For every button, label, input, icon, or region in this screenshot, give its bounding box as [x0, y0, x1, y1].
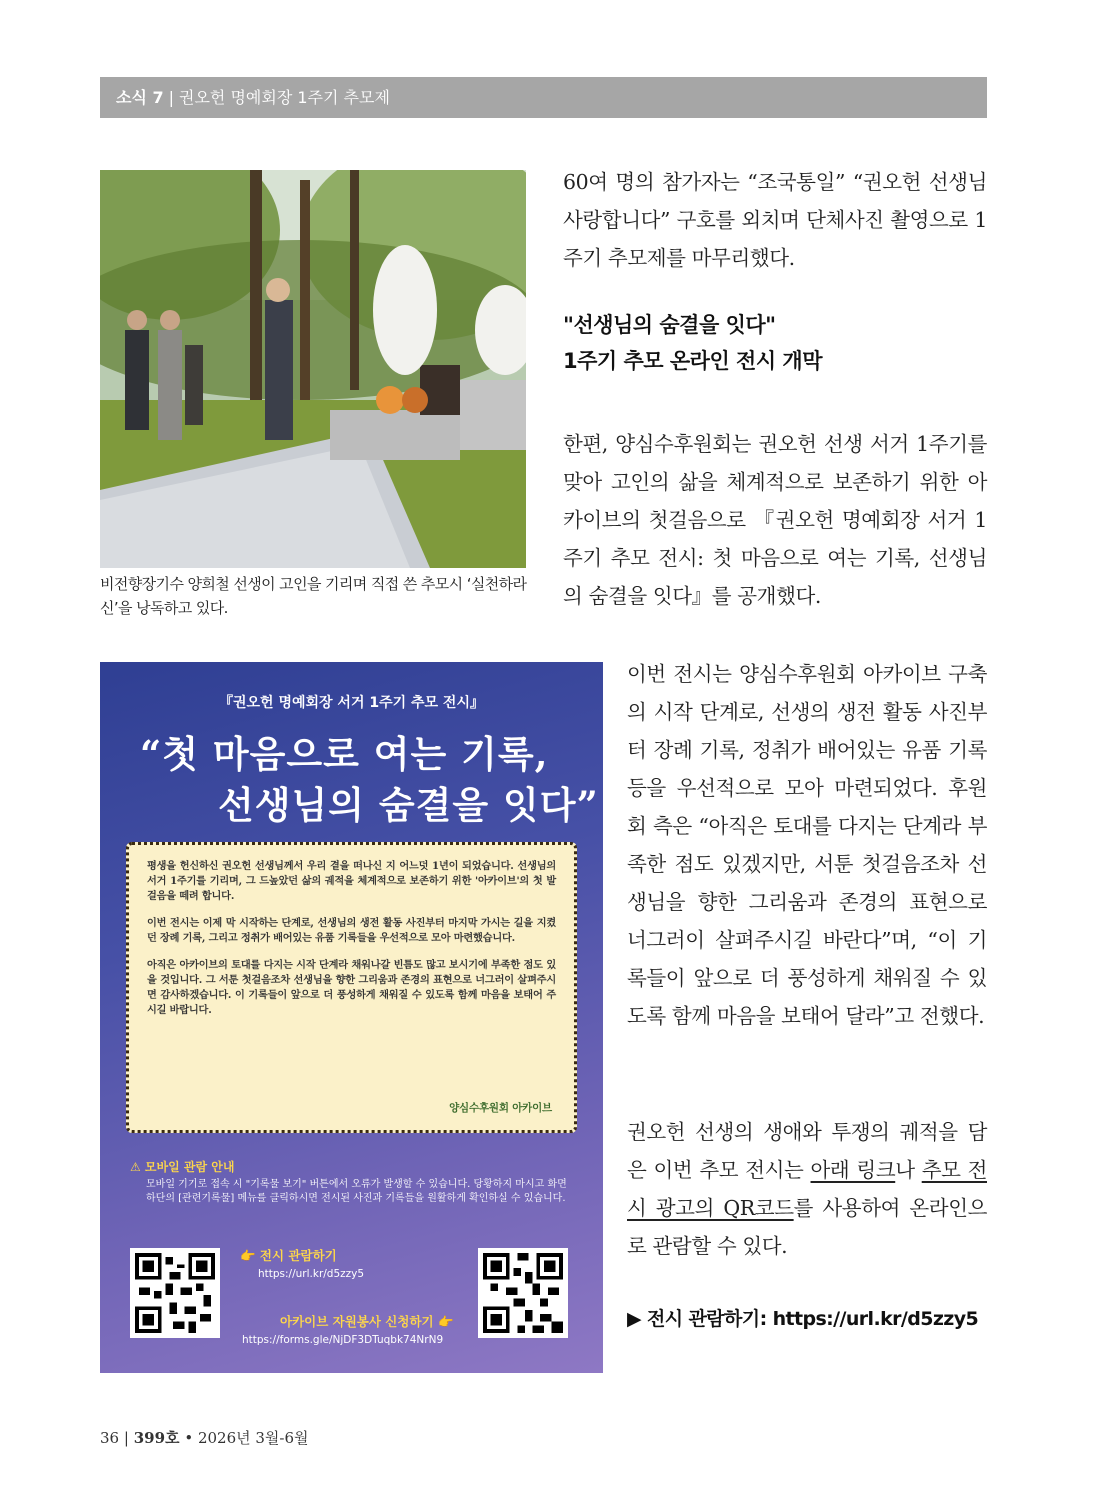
article-paragraph-3: 이번 전시는 양심수후원회 아카이브 구축의 시작 단계로, 선생의 생전 활동 사진부터 장례 기록, 정취가 배어있는 유품 기록 등을 우선적으로 모아 마련되었다. 후원회 측은 “아직은 토대를 다지는 단계라 부족한 점도 있겠지만, 서툰 첫걸음조차 선생님을 향한 그리움과 존경의 표현으로 너그러이 살펴주시길 바란다”며, “이 기록들이 앞으로 더 풍성하게 채워질 수 있도록 함께 마음을 보태어 달라”고 전했다. — [627, 662, 987, 1028]
exhibition-poster — [100, 662, 603, 1373]
footer-separator: | — [123, 1429, 129, 1447]
memorial-photo-illustration — [100, 170, 526, 568]
exhibition-link[interactable]: ▶ 전시 관람하기: https://url.kr/d5zzy5 — [627, 1308, 979, 1330]
poster-top-title: 『권오헌 명예회장 서거 1주기 추모 전시』 — [219, 695, 484, 711]
para4-text-3: 를 사용하여 온라인으로 관람할 수 있다. — [627, 1196, 988, 1258]
section-title: 권오헌 명예회장 1주기 추모제 — [179, 88, 390, 107]
mobile-guide-text: 모바일 기기로 접속 시 "기록물 보기" 버튼에서 오류가 발생할 수 있습니다. 당황하지 마시고 화면 하단의 [관련기록물] 메뉴를 클릭하시면 전시된 사진과 기록들을 원활하게 확인하실 수 있습니다. — [146, 1179, 567, 1204]
poster-message-p3: 아직은 아카이브의 토대를 다지는 시작 단계라 채워나갈 빈틈도 많고 보시기에 부족한 점도 있을 것입니다. 그 서툰 첫걸음조차 선생님을 향한 그리움과 존경의 표현으로 너그러이 살펴주시면 감사하겠습니다. 이 기록들이 앞으로 더 풍성하게 채워질 수 있도록 함께 마음을 보태어 주시길 바랍니다. — [147, 959, 556, 1016]
memorial-photo — [100, 170, 526, 568]
page-footer — [100, 1427, 309, 1448]
qr-volunteer-icon — [483, 1253, 563, 1333]
view-exhibition-label: 👉 전시 관람하기 — [240, 1248, 337, 1263]
para4-text-2: 나 — [895, 1158, 922, 1182]
link-poster-qr[interactable]: 추모 전시 광고의 QR코드 — [627, 1158, 987, 1220]
page-number: 36 — [100, 1429, 120, 1447]
view-exhibition-url[interactable]: https://url.kr/d5zzy5 — [258, 1268, 365, 1280]
poster-brand: 양심수후원회 아카이브 — [449, 1102, 552, 1114]
poster-title-line-2: 선생님의 숨결을 잇다” — [218, 783, 599, 827]
poster-title-line-1: “첫 마음으로 여는 기록, — [140, 732, 549, 776]
photo-caption: 비전향장기수 양희철 선생이 고인을 기리며 직접 쓴 추모시 ‘실천하라 신’을 낭독하고 있다. — [100, 575, 527, 617]
section-header — [100, 77, 987, 118]
link-below[interactable]: 아래 링크 — [810, 1158, 896, 1182]
issue-number: 399호 — [133, 1429, 180, 1447]
issue-date: 2026년 3월-6월 — [197, 1429, 309, 1447]
footer-dot: • — [184, 1429, 194, 1447]
article-paragraph-2: 한편, 양심수후원회는 권오헌 선생 서거 1주기를 맞아 고인의 삶을 체계적으로 보존하기 위한 아카이브의 첫걸음으로 『권오헌 명예회장 서거 1주기 추모 전시: 첫 마음으로 여는 기록, 선생님의 숨결을 잇다』를 공개했다. — [563, 432, 987, 608]
para4-text-1: 권오헌 선생의 생애와 투쟁의 궤적을 담은 이번 추모 전시는 — [627, 1120, 987, 1182]
qr-view-icon — [135, 1253, 215, 1333]
header-separator: | — [168, 88, 175, 107]
qr-code-volunteer[interactable] — [478, 1248, 568, 1338]
poster-message-box — [126, 842, 577, 1133]
section-number: 소식 7 — [116, 88, 164, 107]
article-subheading — [563, 307, 993, 379]
poster-message-p2: 이번 전시는 이제 막 시작하는 단계로, 선생님의 생전 활동 사진부터 마지막 가시는 길을 지켰던 장례 기록, 그리고 정취가 배어있는 유품 기록들을 우선적으로 모아 마련했습니다. — [147, 917, 556, 944]
mobile-guide-title: ⚠ 모바일 관람 안내 — [130, 1160, 235, 1174]
article-paragraph-4 — [627, 1113, 987, 1265]
volunteer-url[interactable]: https://forms.gle/NjDF3DTuqbk74NrN9 — [242, 1334, 444, 1346]
qr-code-view[interactable] — [130, 1248, 220, 1338]
subheading-line-2: 1주기 추모 온라인 전시 개막 — [563, 349, 823, 373]
subheading-line-1: "선생님의 숨결을 잇다" — [563, 313, 776, 337]
volunteer-label: 아카이브 자원봉사 신청하기 👉 — [280, 1314, 454, 1329]
article-paragraph-1: 60여 명의 참가자는 “조국통일” “권오헌 선생님 사랑합니다” 구호를 외치며 단체사진 촬영으로 1주기 추모제를 마무리했다. — [563, 170, 987, 270]
poster-message-p1: 평생을 헌신하신 권오헌 선생님께서 우리 곁을 떠나신 지 어느덧 1년이 되었습니다. 선생님의 서거 1주기를 기리며, 그 드높았던 삶의 궤적을 체계적으로 보존하기 위한 '아카이브'의 첫 발걸음을 떼려 합니다. — [147, 860, 556, 902]
